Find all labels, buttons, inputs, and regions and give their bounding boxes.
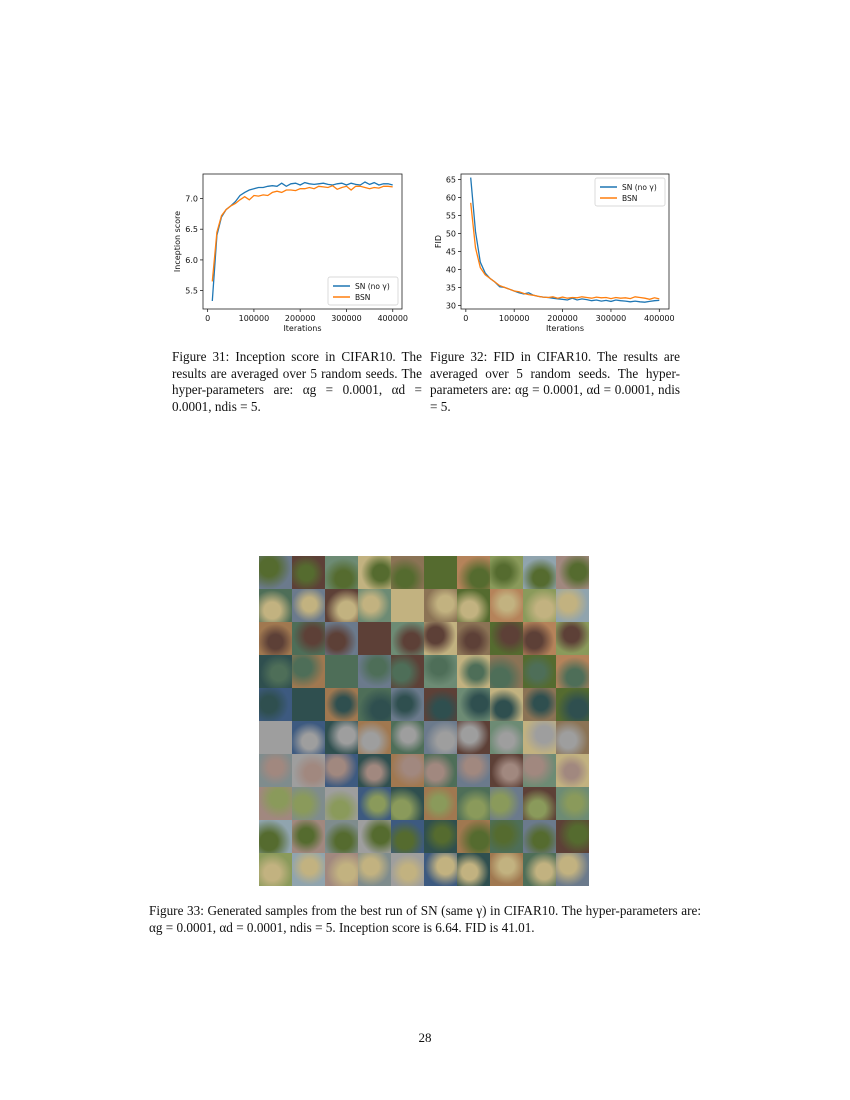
y-tick-label: 6.0 xyxy=(185,255,198,265)
sample-image xyxy=(424,622,457,655)
sample-image xyxy=(523,655,556,688)
sample-image xyxy=(523,853,556,886)
x-tick-label: 400000 xyxy=(377,314,409,323)
x-tick-label: 100000 xyxy=(238,314,270,323)
sample-image xyxy=(523,820,556,853)
sample-image xyxy=(391,820,424,853)
sample-image xyxy=(457,589,490,622)
sample-image xyxy=(358,721,391,754)
x-tick-label: 300000 xyxy=(595,314,627,323)
sample-image xyxy=(490,754,523,787)
sample-image xyxy=(523,688,556,721)
sample-image xyxy=(391,721,424,754)
sample-image xyxy=(325,754,358,787)
sample-image xyxy=(259,787,292,820)
x-tick-label: 100000 xyxy=(498,314,530,323)
figure-32-label: Figure 32: xyxy=(430,349,488,364)
sample-image xyxy=(457,622,490,655)
y-tick-label: 40 xyxy=(445,265,456,275)
y-tick-label: 30 xyxy=(445,301,456,311)
sample-image xyxy=(292,853,325,886)
sample-image xyxy=(523,721,556,754)
generated-samples-grid xyxy=(259,556,589,886)
sample-image xyxy=(490,820,523,853)
sample-image xyxy=(391,754,424,787)
sample-image xyxy=(259,622,292,655)
sample-image xyxy=(556,721,589,754)
sample-image xyxy=(391,688,424,721)
sample-image xyxy=(391,589,424,622)
sample-image xyxy=(556,787,589,820)
sample-image xyxy=(457,787,490,820)
sample-image xyxy=(556,589,589,622)
sample-image xyxy=(457,853,490,886)
sample-image xyxy=(325,556,358,589)
x-tick-label: 0 xyxy=(463,314,469,323)
sample-image xyxy=(391,787,424,820)
sample-image xyxy=(424,820,457,853)
figure-32-text: FID in CIFAR10. The results are averaged over 5 random seeds. The hyper-parameters are: αg = 0.0001, αd = 0.0001, ndis = 5. xyxy=(430,349,680,414)
sample-image xyxy=(556,688,589,721)
sample-image xyxy=(292,787,325,820)
sample-image xyxy=(490,853,523,886)
y-tick-label: 45 xyxy=(445,247,456,257)
figure-33-caption xyxy=(149,903,701,936)
legend-label: SN (no γ) xyxy=(355,282,390,291)
sample-image xyxy=(358,853,391,886)
sample-image xyxy=(523,589,556,622)
sample-image xyxy=(259,820,292,853)
sample-image xyxy=(457,721,490,754)
y-axis-label: FID xyxy=(434,234,443,249)
sample-image xyxy=(391,853,424,886)
sample-image xyxy=(325,787,358,820)
sample-image xyxy=(523,622,556,655)
x-tick-label: 0 xyxy=(205,314,211,323)
sample-image xyxy=(424,688,457,721)
sample-image xyxy=(358,655,391,688)
y-tick-label: 65 xyxy=(445,175,456,185)
sample-image xyxy=(556,820,589,853)
sample-image xyxy=(292,754,325,787)
sample-image xyxy=(523,556,556,589)
y-tick-label: 60 xyxy=(445,193,456,203)
x-tick-label: 200000 xyxy=(547,314,578,323)
sample-image xyxy=(523,754,556,787)
sample-image xyxy=(259,853,292,886)
sample-image xyxy=(457,556,490,589)
y-axis-label: Inception score xyxy=(173,210,182,273)
figure-33-label: Figure 33: xyxy=(149,903,204,918)
figure-31-label: Figure 31: xyxy=(172,349,230,364)
sample-image xyxy=(259,754,292,787)
series-line-bsn xyxy=(212,186,392,282)
sample-image xyxy=(457,688,490,721)
legend-label: BSN xyxy=(355,293,371,302)
sample-image xyxy=(556,853,589,886)
x-axis-label: Iterations xyxy=(545,324,585,333)
sample-image xyxy=(490,556,523,589)
sample-image xyxy=(358,820,391,853)
legend-label: SN (no γ) xyxy=(622,183,657,192)
sample-image xyxy=(325,688,358,721)
sample-image xyxy=(391,655,424,688)
sample-image xyxy=(424,556,457,589)
sample-image xyxy=(259,589,292,622)
sample-image xyxy=(424,655,457,688)
sample-image xyxy=(358,754,391,787)
sample-image xyxy=(292,655,325,688)
sample-image xyxy=(457,754,490,787)
sample-image xyxy=(292,820,325,853)
sample-image xyxy=(292,688,325,721)
sample-image xyxy=(457,820,490,853)
page-number: 28 xyxy=(418,1030,432,1045)
figure-31-caption xyxy=(172,349,422,415)
figure-32-caption xyxy=(430,349,680,415)
sample-image xyxy=(259,655,292,688)
sample-image xyxy=(325,622,358,655)
series-line-bsn xyxy=(471,203,660,299)
x-axis-label: Iterations xyxy=(283,324,322,333)
sample-image xyxy=(325,721,358,754)
sample-image xyxy=(424,721,457,754)
sample-image xyxy=(556,655,589,688)
sample-image xyxy=(325,820,358,853)
sample-image xyxy=(490,589,523,622)
x-tick-label: 200000 xyxy=(284,314,316,323)
y-tick-label: 6.5 xyxy=(185,225,198,235)
figure-33-text: Generated samples from the best run of SN (same γ) in CIFAR10. The hyper-parameters are: αg = 0.0001, αd = 0.0001, ndis = 5. Inception score is 6.64. FID is 41.01. xyxy=(149,903,701,935)
figure-31-text: Inception score in CIFAR10. The results are averaged over 5 random seeds. The hyper-parameters are: αg = 0.0001, αd = 0.0001, ndis = 5. xyxy=(172,349,423,414)
sample-image xyxy=(391,556,424,589)
sample-image xyxy=(292,556,325,589)
inception-score-chart xyxy=(168,166,420,338)
sample-image xyxy=(325,853,358,886)
sample-image xyxy=(490,622,523,655)
fid-chart xyxy=(426,166,682,338)
y-tick-label: 55 xyxy=(445,211,456,221)
sample-image xyxy=(490,787,523,820)
sample-image xyxy=(424,589,457,622)
sample-image xyxy=(556,556,589,589)
sample-image xyxy=(292,721,325,754)
y-tick-label: 50 xyxy=(445,229,456,239)
y-tick-label: 5.5 xyxy=(185,286,198,296)
sample-image xyxy=(259,556,292,589)
sample-image xyxy=(490,655,523,688)
sample-image xyxy=(325,589,358,622)
sample-image xyxy=(424,754,457,787)
sample-image xyxy=(358,688,391,721)
legend-label: BSN xyxy=(622,194,638,203)
sample-image xyxy=(292,589,325,622)
sample-image xyxy=(292,622,325,655)
sample-image xyxy=(457,655,490,688)
sample-image xyxy=(259,721,292,754)
sample-image xyxy=(391,622,424,655)
sample-image xyxy=(259,688,292,721)
y-tick-label: 35 xyxy=(445,283,456,293)
sample-image xyxy=(424,787,457,820)
sample-image xyxy=(358,787,391,820)
x-tick-label: 300000 xyxy=(331,314,362,323)
sample-image xyxy=(358,556,391,589)
y-tick-label: 7.0 xyxy=(185,194,198,204)
sample-image xyxy=(523,787,556,820)
sample-image xyxy=(424,853,457,886)
sample-image xyxy=(490,721,523,754)
sample-image xyxy=(358,622,391,655)
sample-image xyxy=(556,622,589,655)
sample-image xyxy=(358,589,391,622)
x-tick-label: 400000 xyxy=(644,314,675,323)
sample-image xyxy=(556,754,589,787)
sample-image xyxy=(325,655,358,688)
sample-image xyxy=(490,688,523,721)
